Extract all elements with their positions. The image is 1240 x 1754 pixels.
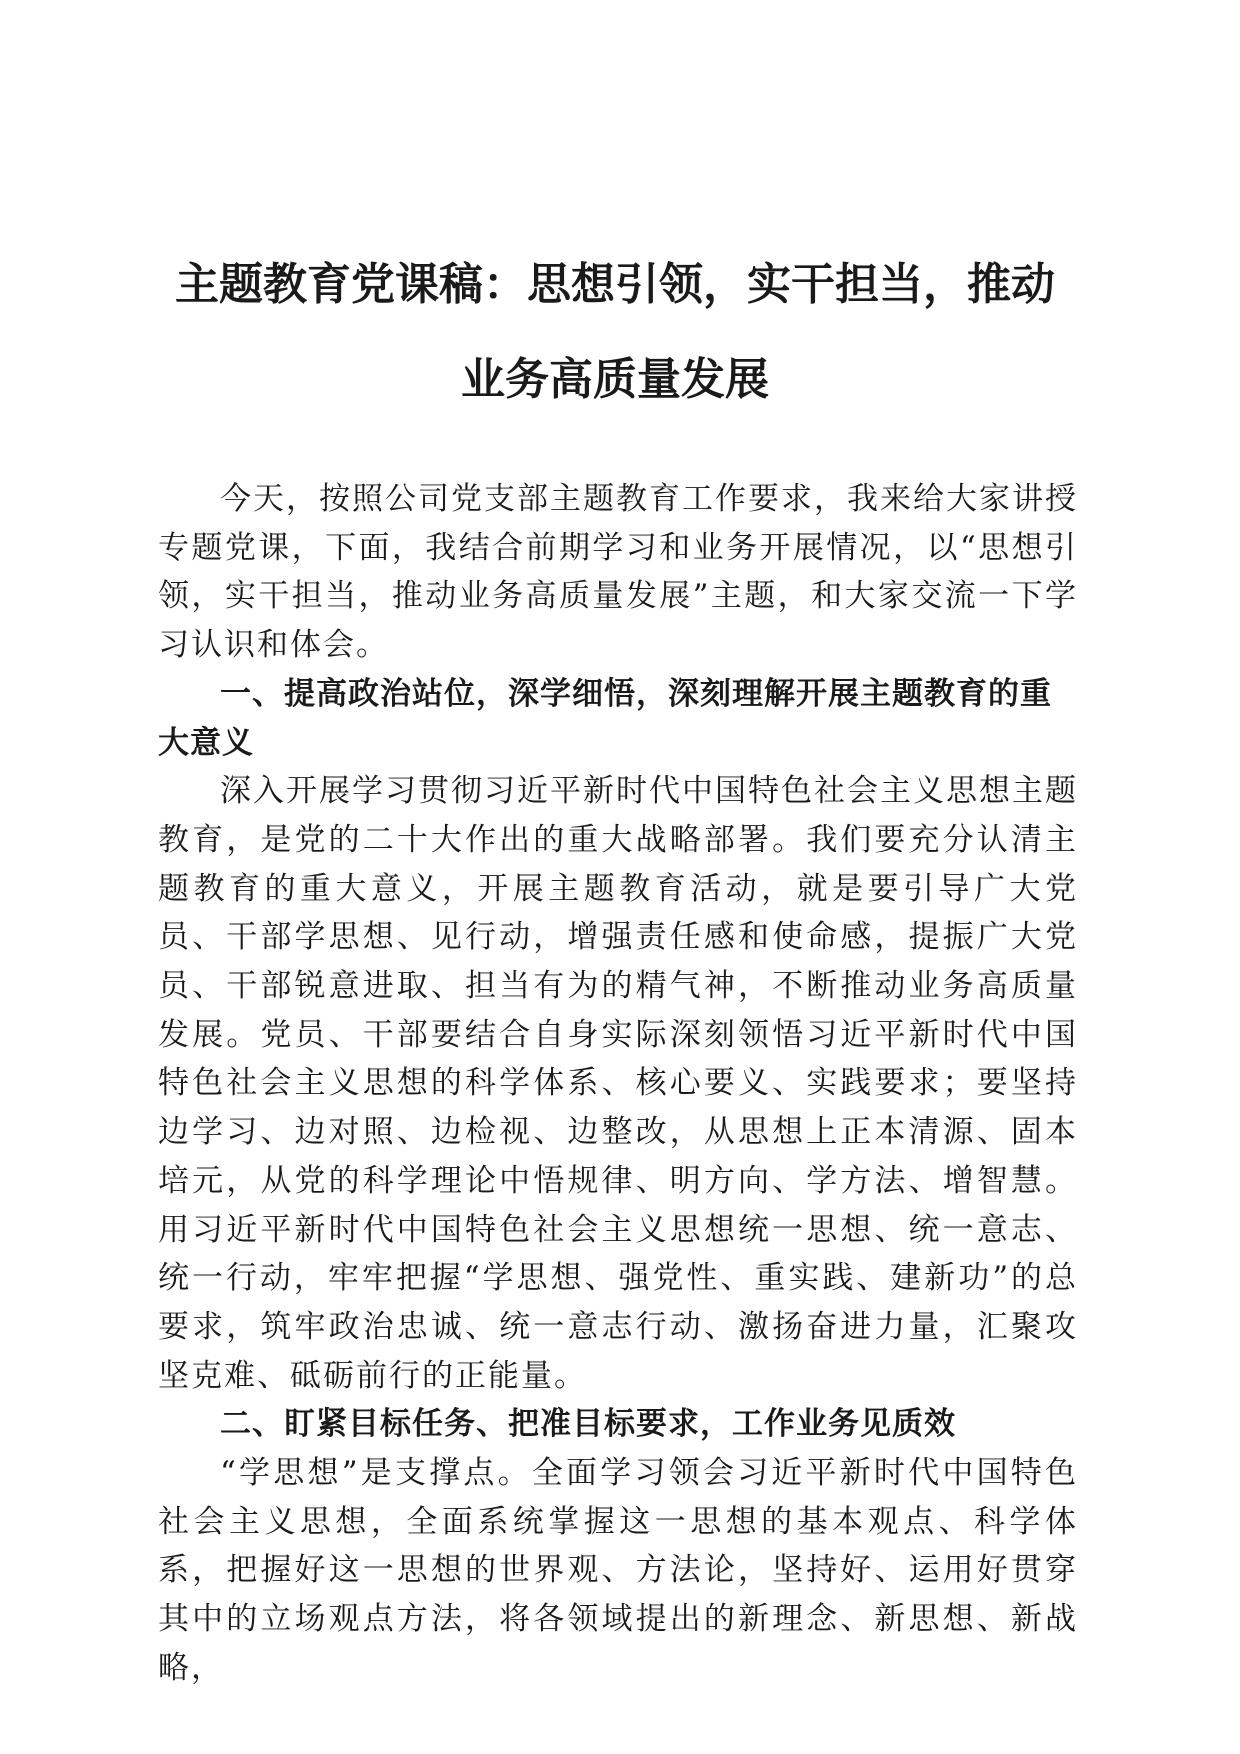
document-title-line-2: 业务高质量发展: [461, 354, 769, 405]
document-body: [158, 475, 1078, 1693]
paragraph-section-1: 深入开展学习贯彻习近平新时代中国特色社会主义思想主题教育，是党的二十大作出的重大战略部署。我们要充分认清主题教育的重大意义，开展主题教育活动，就是要引导广大党员、干部学思想、见行动，增强责任感和使命感，提振广大党员、干部锐意进取、担当有为的精气神，不断推动业务高质量发展。党员、干部要结合自身实际深刻领悟习近平新时代中国特色社会主义思想的科学体系、核心要义、实践要求；要坚持边学习、边对照、边检视、边整改，从思想上正本清源、固本培元，从党的科学理论中悟规律、明方向、学方法、增智慧。用习近平新时代中国特色社会主义思想统一思想、统一意志、统一行动，牢牢把握“学思想、强党性、重实践、建新功”的总要求，筑牢政治忠诚、统一意志行动、激扬奋进力量，汇聚攻坚克难、砥砺前行的正能量。: [158, 773, 1078, 1394]
document-title-line-1: 主题教育党课稿：思想引领，实干担当，推动: [175, 259, 1055, 310]
paragraph-intro: 今天，按照公司党支部主题教育工作要求，我来给大家讲授专题党课，下面，我结合前期学习和业务开展情况，以“思想引领，实干担当，推动业务高质量发展”主题，和大家交流一下学习认识和体会。: [158, 481, 1078, 664]
section-heading-2: 二、盯紧目标任务、把准目标要求，工作业务见质效: [220, 1406, 956, 1443]
paragraph-section-2: “学思想”是支撑点。全面学习领会习近平新时代中国特色社会主义思想，全面系统掌握这一思想的基本观点、科学体系，把握好这一思想的世界观、方法论，坚持好、运用好贯穿其中的立场观点方法，将各领域提出的新理念、新思想、新战略，: [158, 1455, 1078, 1686]
section-heading-1: 一、提高政治站位，深学细悟，深刻理解开展主题教育的重大意义: [158, 675, 1052, 761]
